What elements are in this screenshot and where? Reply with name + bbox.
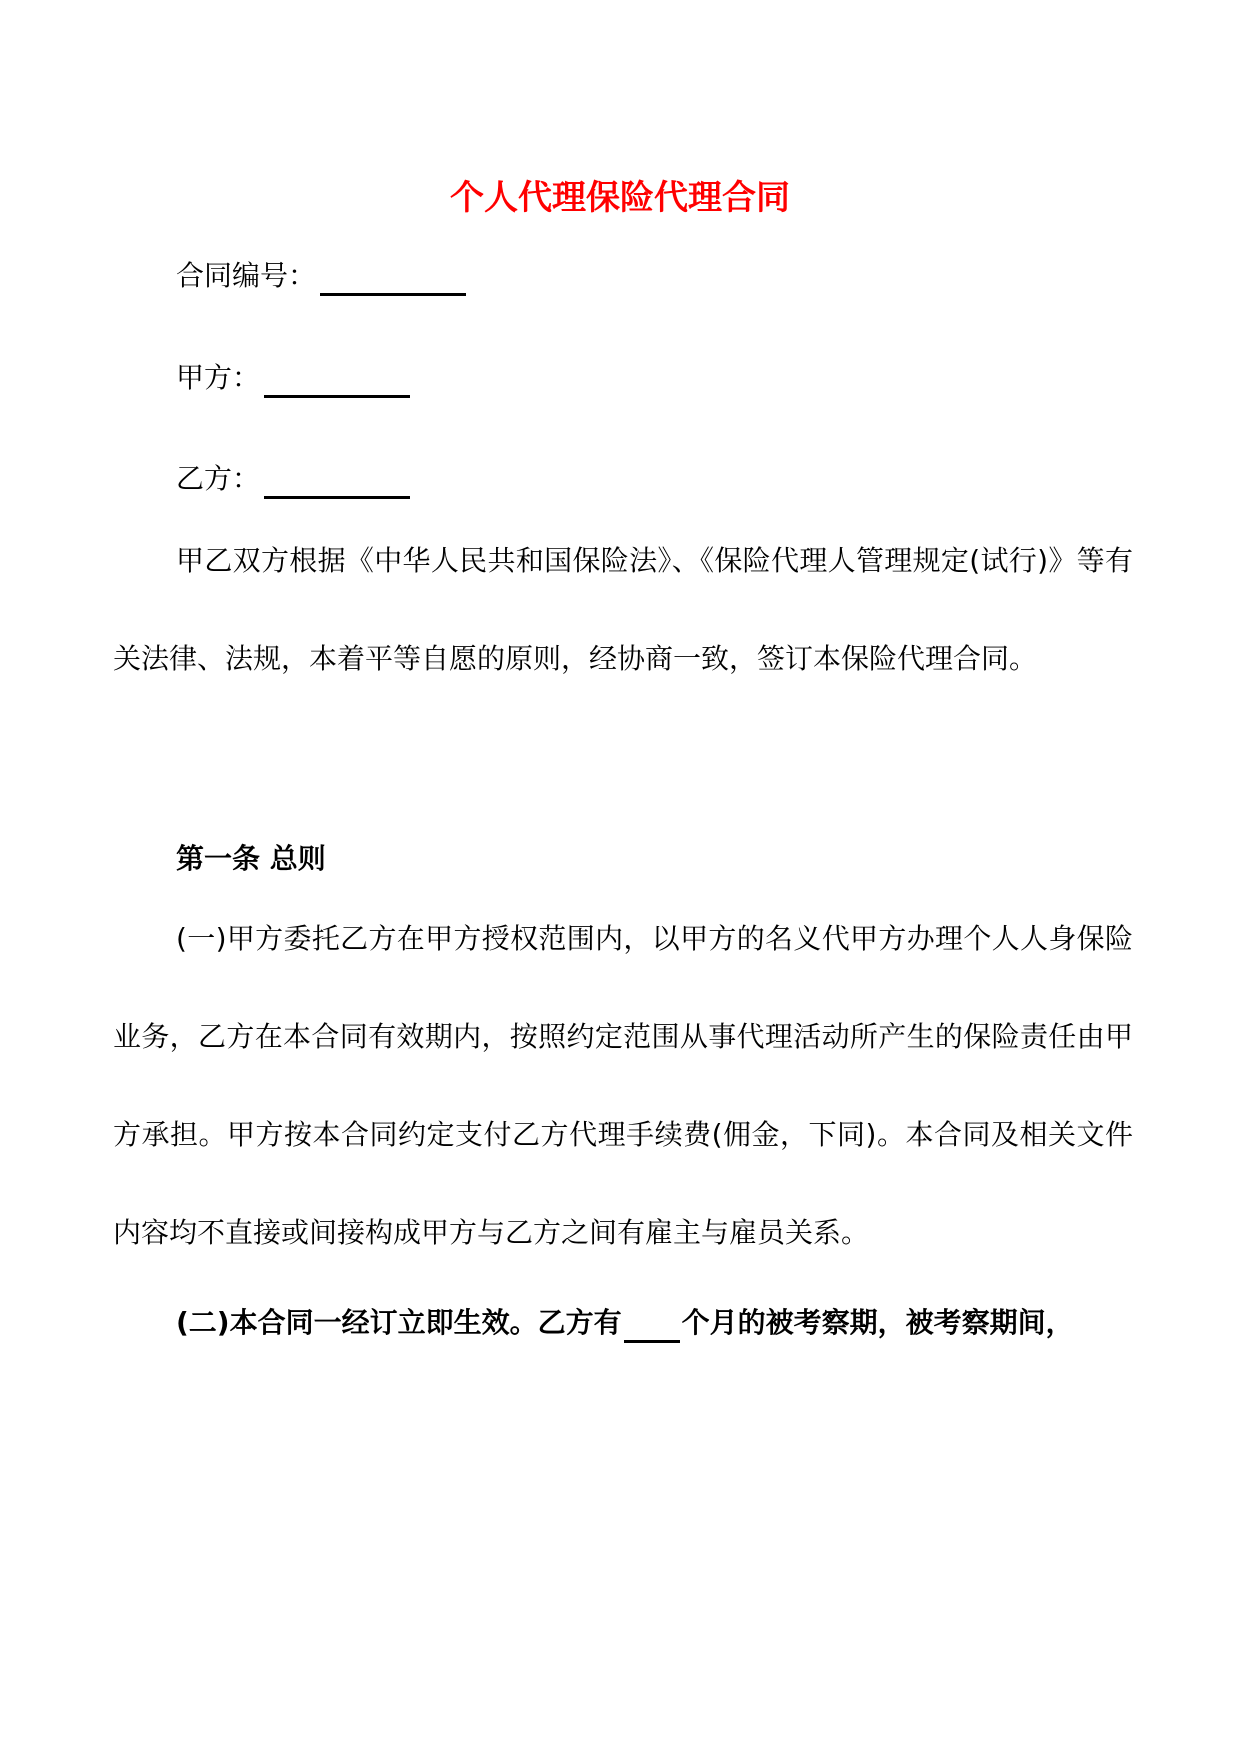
party-a-blank[interactable] [264,365,410,398]
clause-2-text-end: 个月的被考察期，被考察期间， [681,1306,1074,1339]
clause-1-paragraph: (一)甲方委托乙方在甲方授权范围内，以甲方的名义代甲方办理个人人身保险业务，乙方在本合同有效期内，按照约定范围从事代理活动所产生的保险责任由甲方承担。甲方按本合同约定支付乙方代理手续费(佣金，下同)。本合同及相关文件内容均不直接或间接构成甲方与乙方之间有雇主与雇员关系。 [113,922,1133,1249]
party-b-label: 乙方： [176,462,261,495]
party-a-field [176,358,410,398]
clause-2-paragraph [176,1303,1136,1343]
party-b-blank[interactable] [264,466,410,499]
contract-number-field [176,256,466,296]
party-a-label: 甲方： [176,361,261,394]
contract-number-blank[interactable] [320,263,466,296]
probation-months-blank[interactable] [624,1312,680,1343]
intro-paragraph: 甲乙双方根据《中华人民共和国保险法》、《保险代理人管理规定(试行)》等有关法律、法规，本着平等自愿的原则，经协商一致，签订本保险代理合同。 [113,544,1133,675]
article-1-heading: 第一条 总则 [176,842,326,875]
clause-2-text-start: (二)本合同一经订立即生效。乙方有 [176,1306,622,1339]
contract-number-label: 合同编号： [176,259,317,292]
document-title: 个人代理保险代理合同 [450,178,790,218]
party-b-field [176,459,410,499]
